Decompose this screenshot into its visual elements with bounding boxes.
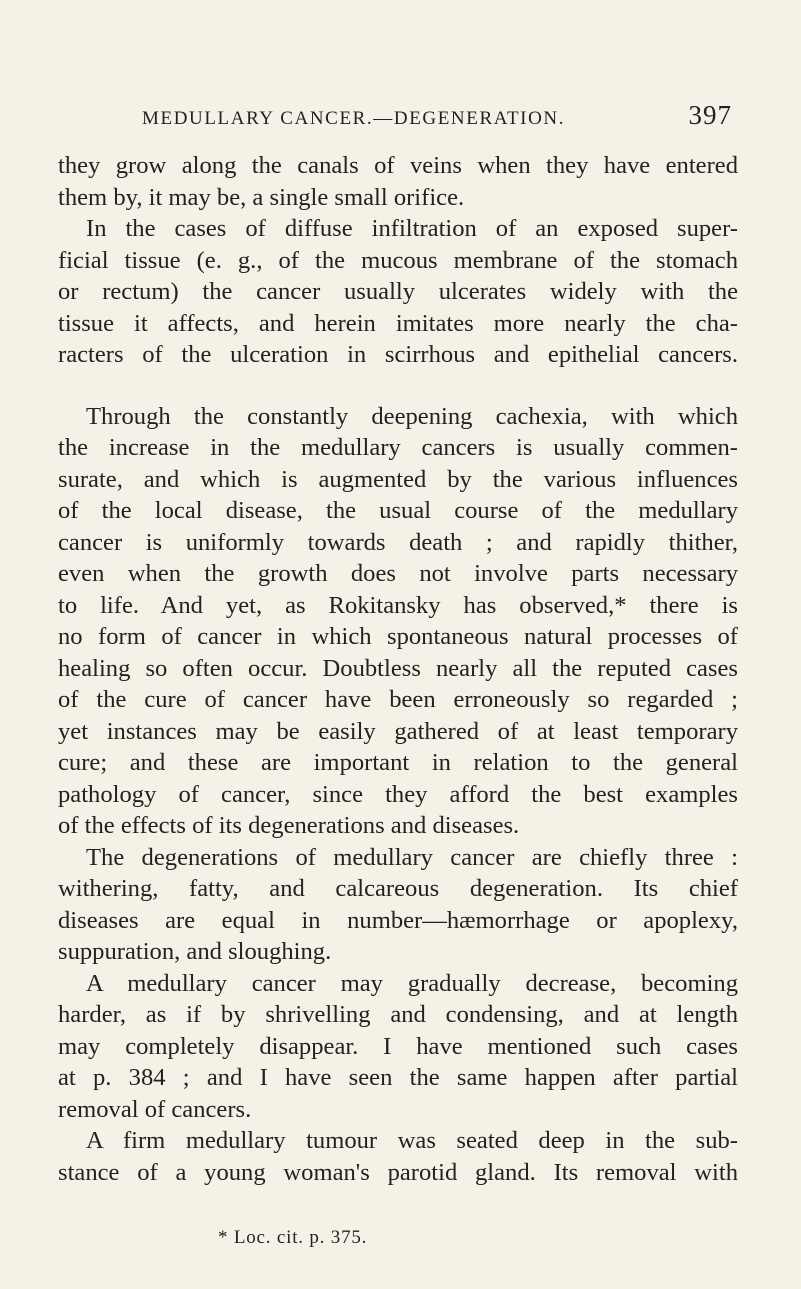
text-line: The degenerations of medullary cancer are chiefly three :: [86, 843, 738, 871]
text-line: may completely disappear. I have mentioned such cases: [58, 1032, 738, 1060]
text-line: removal of cancers.: [58, 1095, 252, 1123]
text-line: ficial tissue (e. g., of the mucous membrane of the stomach: [58, 246, 738, 274]
text-line: the increase in the medullary cancers is usually commen-: [58, 434, 738, 461]
paragraph: [58, 968, 738, 1126]
text-line: even when the growth does not involve parts necessary: [58, 560, 738, 587]
body-text: [58, 150, 738, 1188]
text-line: to life. And yet, as Rokitansky has observed,* there is: [58, 591, 738, 619]
text-line: stance of a young woman's parotid gland. Its removal with: [58, 1158, 738, 1186]
text-line: cure; and these are important in relation to the general: [58, 749, 738, 776]
text-line: of the local disease, the usual course of the medullary: [58, 497, 738, 524]
paragraph: [58, 213, 738, 371]
text-line: at p. 384 ; and I have seen the same happen after partial: [58, 1064, 738, 1091]
paragraph: [58, 401, 738, 842]
text-line: surate, and which is augmented by the various influences: [58, 465, 738, 493]
page-header: [142, 100, 732, 132]
text-line: In the cases of diffuse infiltration of an exposed super-: [86, 215, 738, 242]
text-line: of the effects of its degenerations and diseases.: [58, 812, 520, 839]
text-line: of the cure of cancer have been erroneously so regarded ;: [58, 686, 738, 713]
text-line: diseases are equal in number—hæmorrhage or apoplexy,: [58, 906, 738, 934]
text-line: racters of the ulceration in scirrhous and epithelial cancers.: [58, 341, 738, 368]
text-line: tissue it affects, and herein imitates more nearly the cha-: [58, 309, 738, 337]
text-line: healing so often occur. Doubtless nearly all the reputed cases: [58, 654, 738, 682]
paragraph: [58, 150, 738, 213]
page-number: 397: [688, 100, 732, 130]
text-line: or rectum) the cancer usually ulcerates widely with the: [58, 278, 738, 305]
footnote: * Loc. cit. p. 375.: [218, 1227, 368, 1248]
text-line: cancer is uniformly towards death ; and rapidly thither,: [58, 528, 738, 556]
text-line: no form of cancer in which spontaneous natural processes of: [58, 623, 738, 650]
text-line: they grow along the canals of veins when they have entered: [58, 152, 738, 179]
text-line: Through the constantly deepening cachexia, with which: [86, 402, 738, 430]
text-line: yet instances may be easily gathered of at least temporary: [58, 717, 738, 745]
text-line: withering, fatty, and calcareous degeneration. Its chief: [58, 875, 738, 902]
text-line: them by, it may be, a single small orifice.: [58, 183, 465, 211]
text-line: suppuration, and sloughing.: [58, 938, 332, 965]
paragraph-gap: [58, 371, 738, 401]
paragraph: [58, 1125, 738, 1188]
text-line: pathology of cancer, since they afford the best examples: [58, 780, 738, 808]
running-head: MEDULLARY CANCER.—DEGENERATION.: [142, 108, 566, 129]
text-line: A firm medullary tumour was seated deep in the sub-: [86, 1127, 738, 1154]
text-line: A medullary cancer may gradually decrease, becoming: [86, 969, 738, 997]
text-line: harder, as if by shrivelling and condensing, and at length: [58, 1001, 738, 1028]
paragraph: [58, 842, 738, 968]
